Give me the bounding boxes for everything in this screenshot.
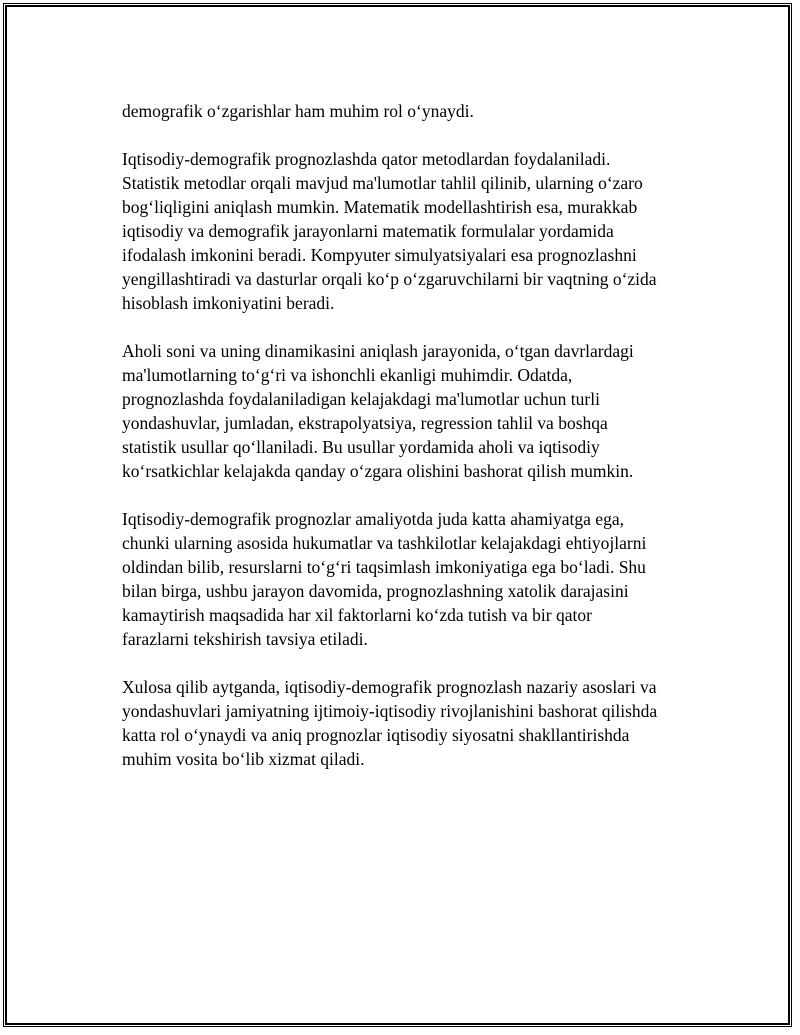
text-line: yondashuvlari jamiyatning ijtimoiy-iqtisodiy rivojlanishini bashorat qilishda [122,701,658,721]
document-body [122,99,702,795]
text-line: Iqtisodiy-demografik prognozlashda qator metodlardan foydalaniladi. [122,149,611,169]
text-line: farazlarni tekshirish tavsiya etiladi. [122,629,368,649]
text-line: Statistik metodlar orqali mavjud ma'lumotlar tahlil qilinib, ularning o‘zaro [122,173,643,193]
paragraph-1 [122,99,702,123]
text-line: muhim vosita bo‘lib xizmat qiladi. [122,749,365,769]
text-line: Iqtisodiy-demografik prognozlar amaliyotda juda katta ahamiyatga ega, [122,509,624,529]
text-line: Aholi soni va uning dinamikasini aniqlash jarayonida, o‘tgan davrlardagi [122,341,634,361]
page-border [3,3,792,1027]
text-line: iqtisodiy va demografik jarayonlarni matematik formulalar yordamida [122,221,614,241]
text-line: prognozlashda foydalaniladigan kelajakdagi ma'lumotlar uchun turli [122,389,600,409]
text-line: statistik usullar qo‘llaniladi. Bu usullar yordamida aholi va iqtisodiy [122,437,600,457]
paragraph-4 [122,507,702,651]
text-line: ifodalash imkonini beradi. Kompyuter simulyatsiyalari esa prognozlashni [122,245,637,265]
text-line: katta rol o‘ynaydi va aniq prognozlar iqtisodiy siyosatni shakllantirishda [122,725,630,745]
text-line: ko‘rsatkichlar kelajakda qanday o‘zgara olishini bashorat qilish mumkin. [122,461,634,481]
text-line: chunki ularning asosida hukumatlar va tashkilotlar kelajakdagi ehtiyojlarni [122,533,647,553]
text-line: ma'lumotlarning to‘g‘ri va ishonchli ekanligi muhimdir. Odatda, [122,365,573,385]
text-line: yengillashtiradi va dasturlar orqali ko‘p o‘zgaruvchilarni bir vaqtning o‘zida [122,269,657,289]
text-line: Xulosa qilib aytganda, iqtisodiy-demografik prognozlash nazariy asoslari va [122,677,657,697]
text-line: bog‘liqligini aniqlash mumkin. Matematik modellashtirish esa, murakkab [122,197,638,217]
paragraph-5 [122,675,702,771]
text-line: kamaytirish maqsadida har xil faktorlarni ko‘zda tutish va bir qator [122,605,592,625]
text-line: yondashuvlar, jumladan, ekstrapolyatsiya, regression tahlil va boshqa [122,413,608,433]
text-line: demografik o‘zgarishlar ham muhim rol o‘ynaydi. [122,101,474,121]
paragraph-3 [122,339,702,483]
text-line: hisoblash imkoniyatini beradi. [122,293,335,313]
paragraph-2 [122,147,702,315]
text-line: bilan birga, ushbu jarayon davomida, prognozlashning xatolik darajasini [122,581,629,601]
text-line: oldindan bilib, resurslarni to‘g‘ri taqsimlash imkoniyatiga ega bo‘ladi. Shu [122,557,646,577]
